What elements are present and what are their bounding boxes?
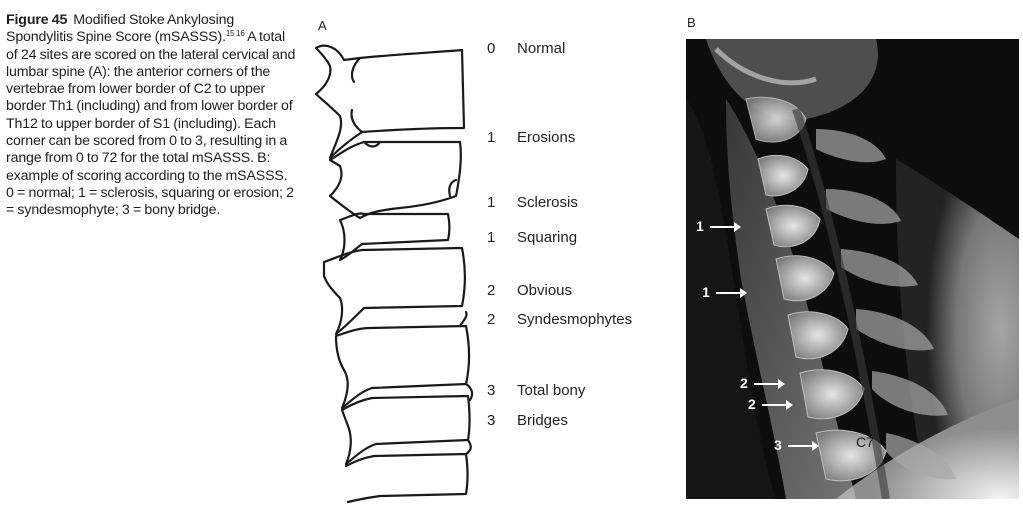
cervical-spine-xray — [686, 39, 1019, 499]
xray-marker-score: 1 — [702, 284, 710, 300]
arrow-right-icon — [754, 383, 780, 385]
score-row — [487, 311, 632, 328]
figure-label: Figure 45 — [6, 12, 68, 28]
score-label: Total bony — [517, 382, 586, 399]
arrow-right-icon — [762, 404, 788, 406]
xray-marker — [774, 438, 814, 452]
score-number: 1 — [487, 129, 496, 146]
vertebra-normal-arch — [351, 58, 362, 132]
panel-a-letter: A — [318, 18, 327, 33]
score-number: 1 — [487, 229, 496, 246]
figure-description: A total of 24 sites are scored on the lateral cervical and lumbar spine (A): the anterior corners of the vertebrae from lower border of C2 to upper border Th1 (including) and from lower border of Th12 to upper border of S1 (including). Each corner can be scored from 0 to 3, resulting in a range from 0 to 72 for the total mSASSS. B: example of scoring according to the mSASSS. 0 = normal; 1 = sclerosis, squaring or erosion; 2 = syndesmophyte; 3 = bony bridge. — [6, 29, 296, 219]
score-label: Normal — [517, 40, 566, 57]
score-label: Squaring — [517, 229, 578, 246]
score-number: 3 — [487, 412, 496, 429]
score-row — [487, 282, 572, 299]
vertebra-bottom — [346, 454, 468, 502]
score-row — [487, 129, 575, 146]
xray-marker-score: 2 — [748, 396, 756, 412]
xray-image — [686, 39, 1019, 499]
spine-scoring-diagram — [300, 36, 485, 504]
score-row — [487, 229, 577, 246]
score-number: 1 — [487, 194, 496, 211]
vertebra-c7-label: C7 — [856, 434, 874, 450]
arrow-right-icon — [716, 292, 742, 294]
vertebra-squaring — [324, 248, 465, 334]
figure-title: Modified Stoke Ankylosing Spondylitis Spine Score (mSASSS). — [6, 12, 235, 46]
figure-caption — [6, 12, 296, 220]
score-number: 2 — [487, 282, 496, 299]
score-label: Sclerosis — [517, 194, 578, 211]
xray-marker — [696, 219, 736, 233]
score-number: 0 — [487, 40, 496, 57]
score-number: 3 — [487, 382, 496, 399]
score-number: 2 — [487, 311, 496, 328]
arrow-right-icon — [788, 445, 814, 447]
xray-marker-score: 2 — [740, 375, 748, 391]
score-label: Syndesmophytes — [517, 311, 633, 328]
xray-marker-score: 1 — [696, 218, 704, 234]
xray-marker — [748, 397, 788, 411]
vertebra-erosions-notch — [364, 142, 456, 196]
xray-marker — [702, 285, 742, 299]
score-row — [487, 40, 565, 57]
score-row — [487, 382, 585, 399]
vertebra-sclerosis — [340, 213, 450, 260]
panel-b-letter: B — [687, 15, 696, 30]
score-label: Bridges — [517, 412, 568, 429]
score-label: Erosions — [517, 129, 576, 146]
score-label: Obvious — [517, 282, 573, 299]
score-row — [487, 412, 568, 429]
vertebra-erosions — [330, 142, 461, 218]
xray-marker-score: 3 — [774, 437, 782, 453]
xray-marker — [740, 376, 780, 390]
figure-references: 15 16 — [225, 29, 245, 39]
arrow-right-icon — [710, 226, 736, 228]
bony-bridge-line — [466, 440, 471, 454]
score-row — [487, 194, 578, 211]
